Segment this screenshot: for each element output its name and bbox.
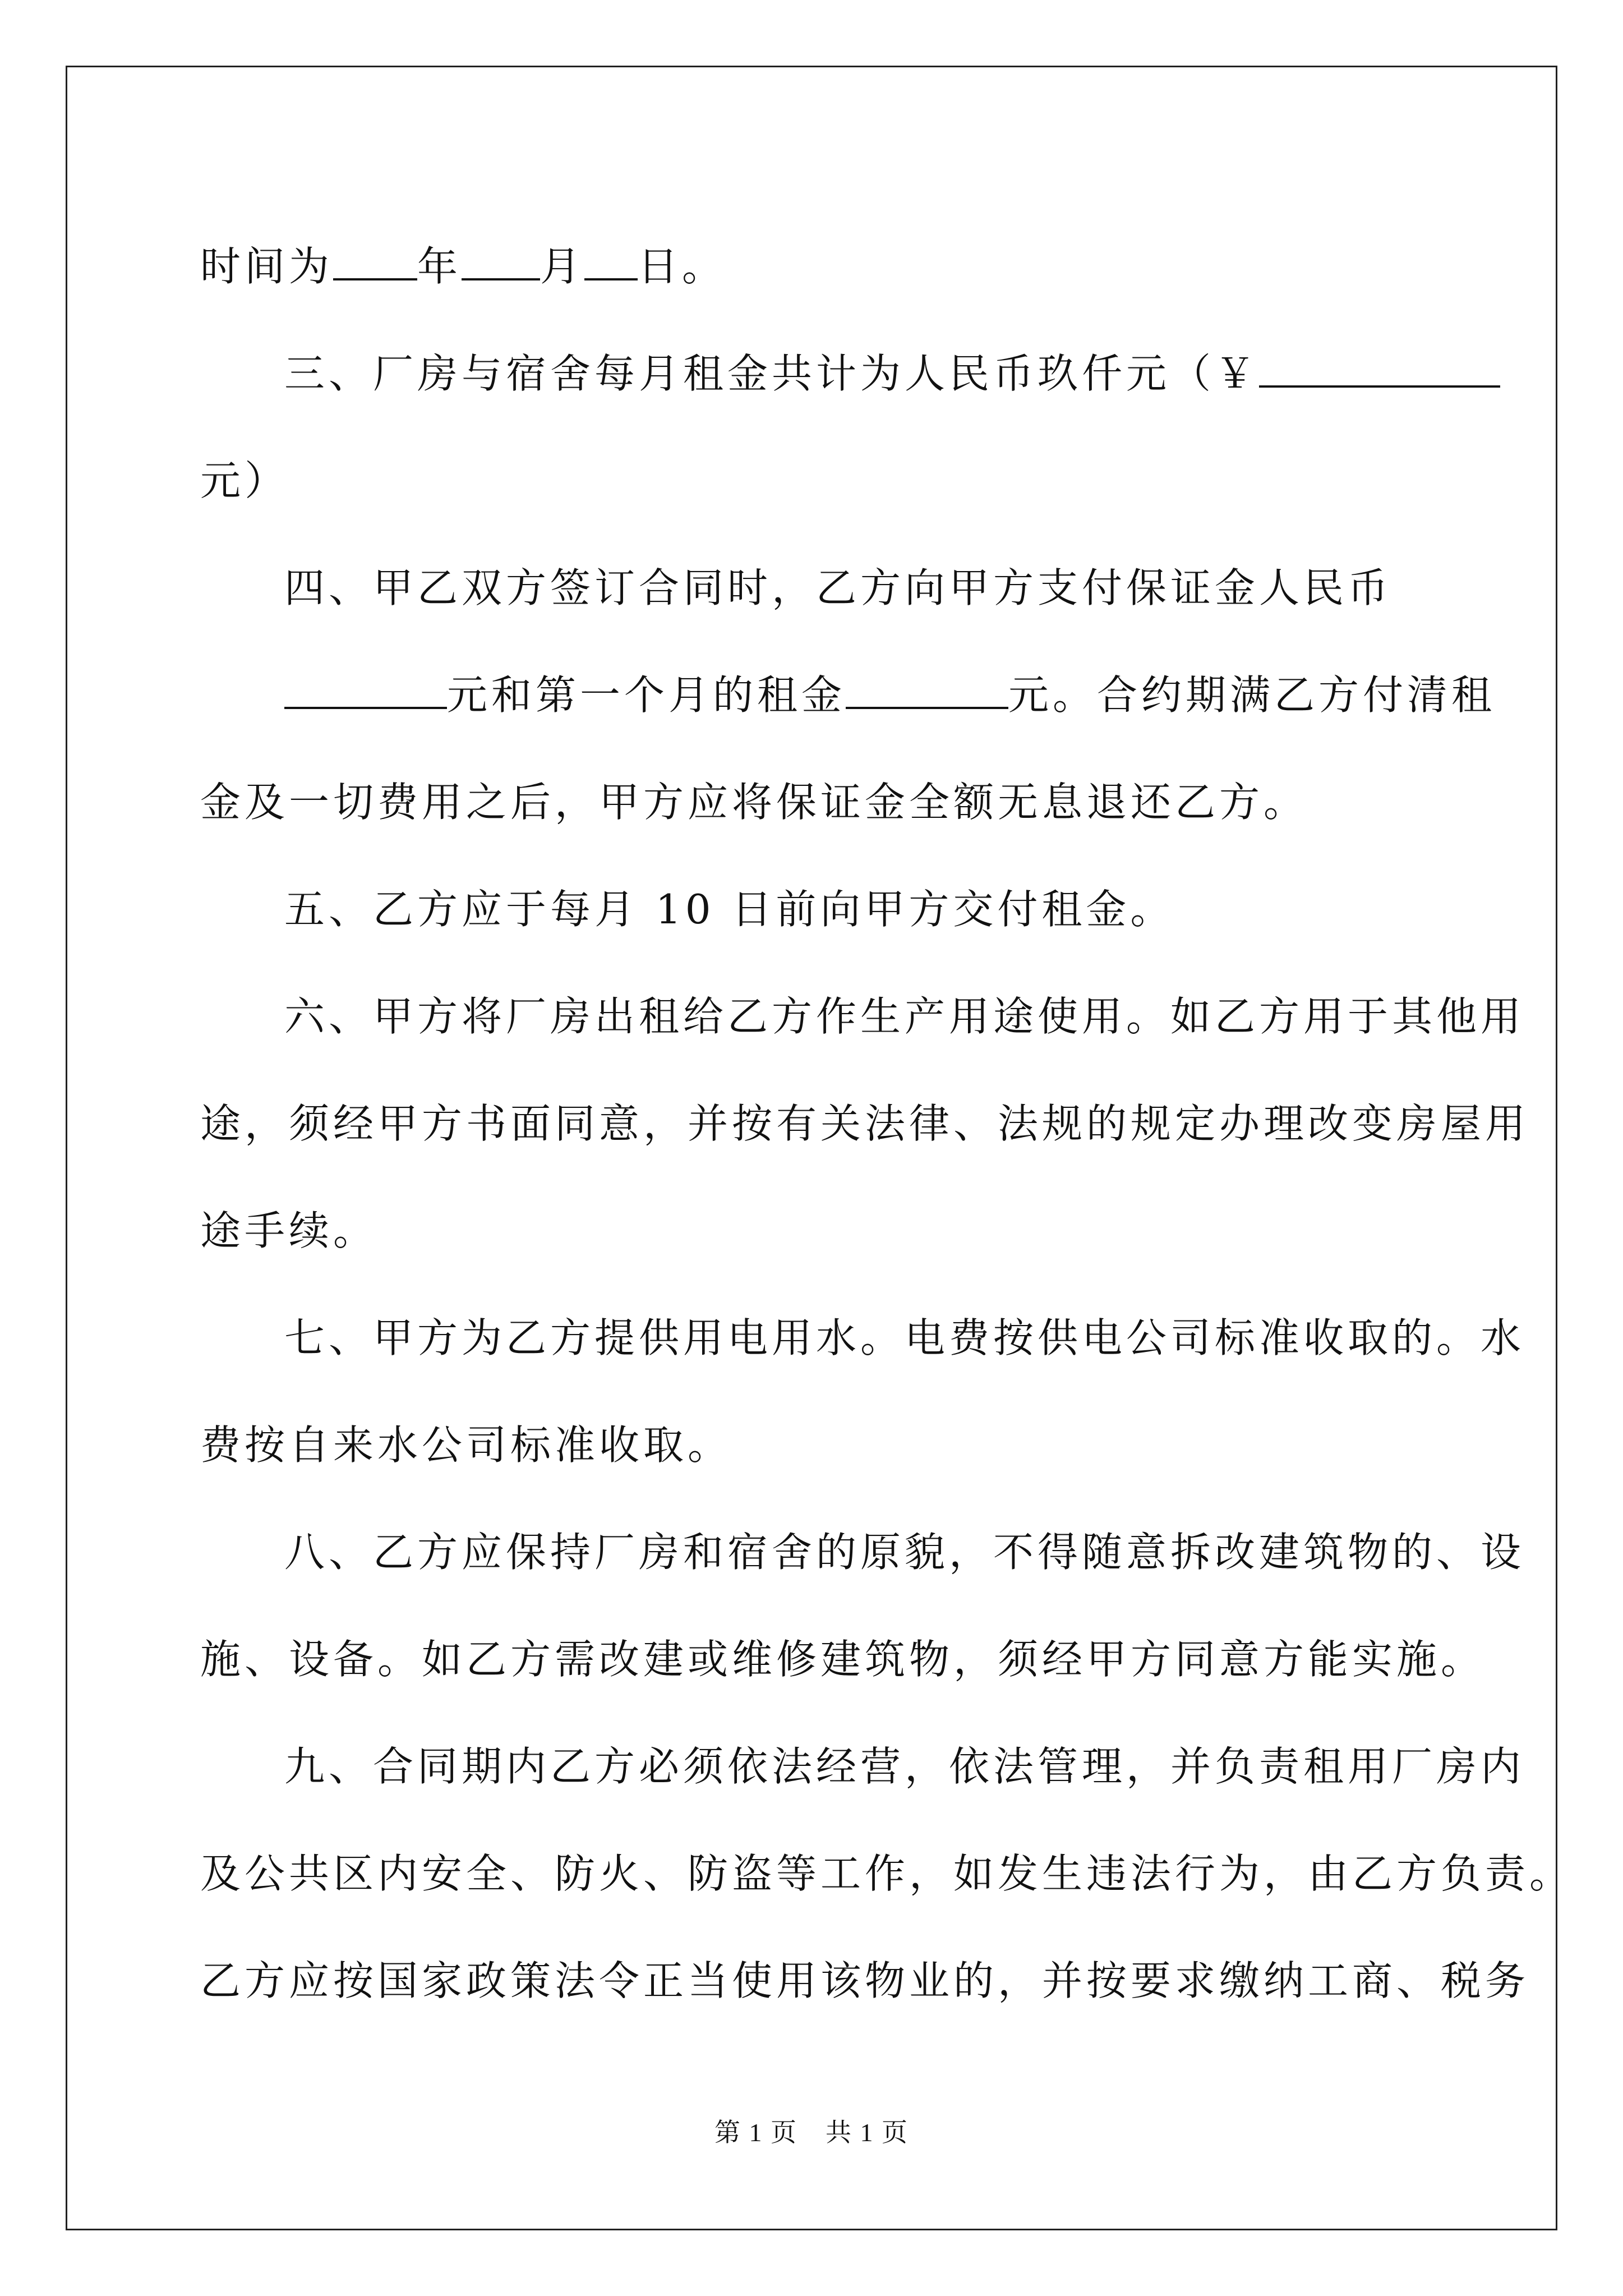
- text-line: [200, 1927, 1530, 2035]
- line-text: 三、厂房与宿舍每月租金共计为人民币玖仟元（￥: [284, 350, 1260, 397]
- text-line: [200, 1392, 1434, 1499]
- text-line: [200, 749, 1434, 856]
- page-footer: [0, 2112, 1623, 2149]
- line-text: 日。: [638, 243, 727, 290]
- blank-day: [584, 245, 638, 280]
- blank-year: [333, 245, 417, 280]
- line-text: 六、甲方将厂房出租给乙方作生产用途使用。如乙方用于其他用: [284, 993, 1525, 1040]
- text-line: [200, 1713, 1525, 1820]
- page-number: 第 1 页: [714, 2118, 797, 2147]
- text-line: [200, 963, 1525, 1070]
- page-total: 共 1 页: [826, 2118, 909, 2147]
- line-text: 八、乙方应保持厂房和宿舍的原貌，不得随意拆改建筑物的、设: [284, 1529, 1525, 1576]
- line-text: 乙方应按国家政策法令正当使用该物业的，并按要求缴纳工商、税务: [200, 1957, 1530, 2004]
- line-text: 金及一切费用之后，甲方应将保证金全额无息退还乙方。: [200, 779, 1308, 826]
- line-text: 四、甲乙双方签订合同时，乙方向甲方支付保证金人民币: [284, 564, 1393, 611]
- line-text: 七、甲方为乙方提供用电用水。电费按供电公司标准收取的。水: [284, 1314, 1525, 1361]
- line-text: 元）: [200, 457, 289, 504]
- text-line: [200, 1070, 1530, 1177]
- text-line: [200, 320, 1434, 427]
- line-text: 元。合约期满乙方付清租: [1008, 671, 1496, 719]
- line-text: 及公共区内安全、防火、防盗等工作，如发生违法行为，由乙方负责。: [200, 1850, 1574, 1897]
- text-line: [200, 1820, 1574, 1927]
- line-text: 五、乙方应于每月 10 日前向甲方交付租金。: [284, 886, 1175, 933]
- line-text: 年: [417, 243, 462, 290]
- blank-deposit: [284, 673, 447, 709]
- blank-month: [462, 245, 540, 280]
- line-text: 途手续。: [200, 1207, 378, 1254]
- text-line: [200, 1177, 1434, 1285]
- line-text: 九、合同期内乙方必须依法经营，依法管理，并负责租用厂房内: [284, 1743, 1525, 1790]
- line-text: 月: [540, 243, 585, 290]
- text-line: [200, 1285, 1525, 1392]
- line-text: 费按自来水公司标准收取。: [200, 1421, 732, 1469]
- text-line: [200, 427, 1434, 535]
- line-text: 途，须经甲方书面同意，并按有关法律、法规的规定办理改变房屋用: [200, 1100, 1530, 1147]
- text-line: [200, 1499, 1525, 1606]
- text-line: [200, 1606, 1486, 1713]
- text-line: [200, 856, 1434, 963]
- blank-amount: [1259, 352, 1500, 388]
- text-line: [200, 642, 1496, 749]
- text-line: [200, 535, 1434, 642]
- line-text: 元和第一个月的租金: [447, 671, 846, 719]
- line-text: 施、设备。如乙方需改建或维修建筑物，须经甲方同意方能实施。: [200, 1636, 1486, 1683]
- line-text: 时间为: [200, 243, 334, 290]
- contract-body: [200, 213, 1574, 2035]
- blank-first-rent: [846, 673, 1008, 709]
- text-line: [200, 213, 1434, 320]
